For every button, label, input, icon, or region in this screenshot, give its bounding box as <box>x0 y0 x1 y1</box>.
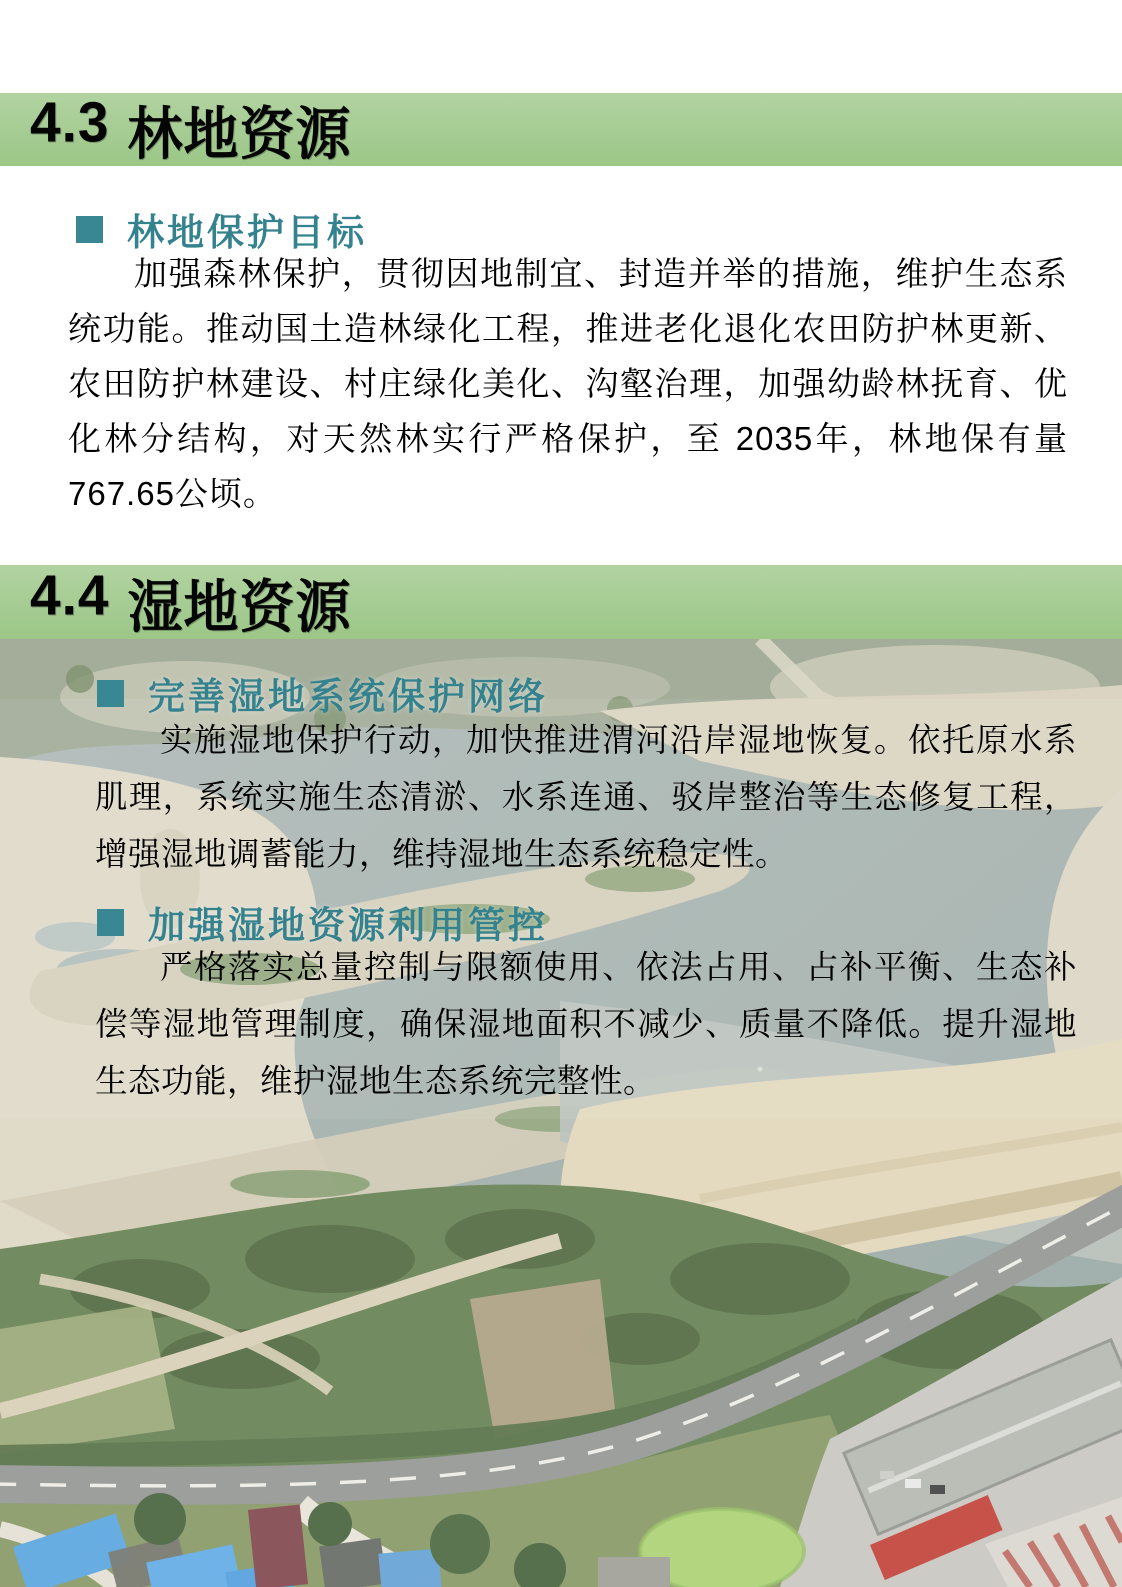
aerial-photo <box>0 639 1122 1587</box>
section-4-4-header-bar <box>0 562 1122 639</box>
section-4-3-header-bar <box>0 89 1122 167</box>
section-title-text: 湿地资源 <box>127 574 352 639</box>
section-number: 4.4 <box>30 562 110 627</box>
forest-body-paragraph: 加强森林保护，贯彻因地制宜、封造并举的措施，维护生态系统功能。推动国土造林绿化工程，推进老化退化农田防护林更新、农田防护林建设、村庄绿化美化、沟壑治理，加强幼龄林抚育、优化林分结构，对天然林实行严格保护，至 2035年，林地保有量767.65公顷。 <box>68 255 1068 512</box>
square-bullet-icon <box>76 216 103 243</box>
section-4-3-title <box>0 89 351 170</box>
wetland-body-paragraph-2: 严格落实总量控制与限额使用、依法占用、占补平衡、生态补偿等湿地管理制度，确保湿地面积不减少、质量不降低。提升湿地生态功能，维护湿地生态系统完整性。 <box>95 949 1077 1099</box>
square-bullet-icon <box>97 680 124 707</box>
wetland-body-paragraph-1: 实施湿地保护行动，加快推进渭河沿岸湿地恢复。依托原水系肌理，系统实施生态清淤、水系连通、驳岸整治等生态修复工程，增强湿地调蓄能力，维持湿地生态系统稳定性。 <box>95 722 1077 872</box>
section-4-4-title <box>0 561 351 642</box>
wetland-network-heading: 完善湿地系统保护网络 <box>148 676 548 717</box>
forest-goal-heading: 林地保护目标 <box>127 212 367 253</box>
square-bullet-icon <box>97 909 124 936</box>
wetland-control-heading: 加强湿地资源利用管控 <box>148 905 548 946</box>
section-number: 4.3 <box>30 89 110 154</box>
section-title-text: 林地资源 <box>127 102 352 167</box>
